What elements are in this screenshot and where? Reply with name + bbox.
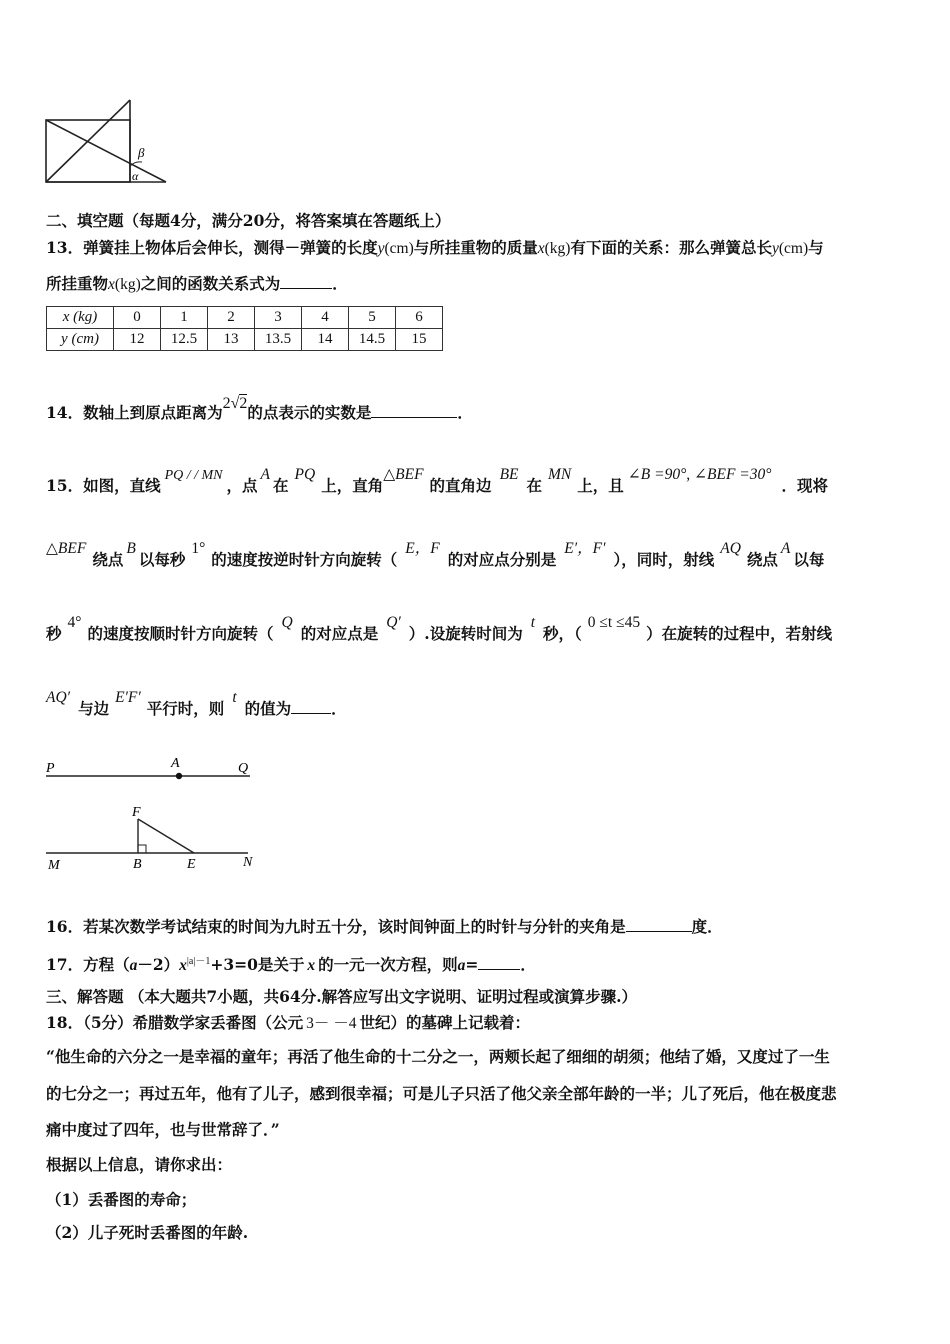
q15-t: ）.设旋转时间为 xyxy=(408,624,523,643)
q14-radicand: 2 xyxy=(239,395,248,412)
table-cell: 4 xyxy=(302,307,349,329)
q17-exponent: |a|－1 xyxy=(186,956,211,967)
angle-arc-beta xyxy=(130,162,142,166)
q18-paragraph-1: “他生命的六分之一是幸福的童年；再活了他生命的十二分之一，两颊长起了细细的胡须；他结了婚，又度过了一生 xyxy=(46,1047,830,1066)
q15-t: ）在旋转的过程中，若射线 xyxy=(646,624,833,643)
q17-t: = xyxy=(465,955,479,975)
q17-x-var: x xyxy=(179,957,187,975)
q15-line-2 xyxy=(46,540,825,572)
q15-m: PQ / / MN xyxy=(164,468,223,483)
q13-y-var: y xyxy=(377,240,385,257)
q14-answer-blank[interactable] xyxy=(371,402,457,418)
q13-cm-unit: (cm) xyxy=(384,240,414,257)
q15-t: ，点 xyxy=(226,476,258,495)
q18-century: 3－ －4 xyxy=(306,1015,357,1032)
q13-kg-unit-2: (kg) xyxy=(114,276,141,293)
q14-end: ． xyxy=(457,403,473,422)
q15-m: A xyxy=(260,466,271,483)
q18-sub-2: （2）儿子死时丢番图的年龄. xyxy=(46,1223,249,1242)
q15-t: 以每 xyxy=(793,550,825,569)
q16-line xyxy=(46,916,723,938)
q17-t: 的一元一次方程，则 xyxy=(318,955,458,975)
geometry-figure-angles xyxy=(40,96,175,188)
q15-m: 1° xyxy=(191,540,206,557)
q18-paragraph-2: 的七分之一；再过五年，他有了儿子，感到很幸福；可是儿子只活了他父亲全部年龄的一半；儿了死后，他在极度悲 xyxy=(46,1084,837,1103)
q15-t: 平行时，则 xyxy=(146,699,225,718)
q17-x-var-2: x xyxy=(307,957,316,975)
q15-line-4 xyxy=(46,689,347,721)
q15-answer-blank[interactable] xyxy=(291,698,331,714)
q16-text: 16．若某次数学考试结束的时间为九时五十分，该时间钟面上的时针与分针的夹角是 xyxy=(46,917,626,936)
label-b: B xyxy=(133,857,142,872)
table-cell: 14.5 xyxy=(349,329,396,351)
q13-cm-unit-2: (cm) xyxy=(778,240,809,257)
q14-coef: 2 xyxy=(222,395,231,412)
q15-m: E，F xyxy=(405,540,440,557)
q17-a-var: a xyxy=(129,957,138,975)
label-q: Q xyxy=(238,761,249,776)
q15-m: Q′ xyxy=(386,614,401,631)
q13-text-e: 所挂重物 xyxy=(46,274,109,293)
label-n: N xyxy=(243,855,253,870)
table-cell: 13 xyxy=(208,329,255,351)
q13-text-b: 与所挂重物的质量 xyxy=(413,238,538,257)
q15-t: ．现将 xyxy=(781,476,828,495)
table-header-y: y (cm) xyxy=(47,329,114,351)
q15-m: PQ xyxy=(294,466,316,483)
table-cell: 6 xyxy=(396,307,443,329)
table-cell: 12 xyxy=(114,329,161,351)
table-cell: 2 xyxy=(208,307,255,329)
diagonal-line-2 xyxy=(46,100,130,182)
q17-t: －2） xyxy=(137,955,180,975)
q15-t: ），同时，射线 xyxy=(613,550,715,569)
q15-t: 绕点 xyxy=(746,550,778,569)
table-cell: 14 xyxy=(302,329,349,351)
label-e: E xyxy=(187,857,196,872)
q15-m: t xyxy=(530,614,536,631)
q15-t: 的值为 xyxy=(244,699,292,718)
q15-m: △BEF xyxy=(46,540,87,557)
q13-text-f: 之间的函数关系式为 xyxy=(140,274,281,293)
q18-line-1 xyxy=(46,1012,530,1035)
q17-end: ． xyxy=(520,955,536,975)
q13-text-c: 有下面的关系：那么弹簧总长 xyxy=(570,238,772,257)
q15-m: t xyxy=(232,689,237,706)
table-cell: 15 xyxy=(396,329,443,351)
q13-text-a: 13．弹簧挂上物体后会伸长，测得－弹簧的长度 xyxy=(46,238,378,257)
q16-answer-blank[interactable] xyxy=(626,916,692,932)
q18-sub-1: （1）丢番图的寿命； xyxy=(46,1190,197,1209)
q15-t: 秒，（ xyxy=(543,624,582,643)
table-row-x xyxy=(47,307,443,329)
q15-t: 与边 xyxy=(78,699,110,718)
q17-t: +3=0是关于 xyxy=(210,955,305,975)
q18-t: 世纪）的墓碑上记载着： xyxy=(359,1013,531,1032)
label-m: M xyxy=(48,858,60,873)
q15-m: 0 ≤t ≤45 xyxy=(587,614,641,631)
q15-end: ． xyxy=(331,699,347,718)
table-cell: 0 xyxy=(114,307,161,329)
q14-radical xyxy=(223,395,248,412)
q15-m: BE xyxy=(499,466,519,483)
q15-m: △BEF xyxy=(383,466,424,483)
q14-text-a: 14．数轴上到原点距离为 xyxy=(46,403,223,422)
q13-line-2 xyxy=(46,273,348,296)
q15-figure xyxy=(42,752,272,880)
q15-m: E′，F′ xyxy=(564,540,606,557)
q15-t: 的速度按逆时针方向旋转（ xyxy=(211,550,398,569)
diagonal-line-1 xyxy=(46,120,166,182)
q15-t: 秒 xyxy=(46,624,62,643)
q17-a-var-2: a xyxy=(457,957,466,975)
label-f: F xyxy=(132,805,141,820)
q13-data-table xyxy=(46,306,443,351)
q15-t: 在 xyxy=(273,476,289,495)
q15-t: 以每秒 xyxy=(138,550,186,569)
q17-t: 17．方程（ xyxy=(46,955,130,975)
q15-m: ∠B =90°, ∠BEF =30° xyxy=(627,466,772,483)
q15-m: MN xyxy=(548,466,572,483)
table-cell: 5 xyxy=(349,307,396,329)
label-p: P xyxy=(46,761,55,776)
q15-m: B xyxy=(126,540,136,557)
q16-end: 度． xyxy=(691,917,723,936)
q13-answer-blank[interactable] xyxy=(280,273,332,289)
q15-t: 的对应点是 xyxy=(300,624,379,643)
q17-answer-blank[interactable] xyxy=(478,954,520,970)
q15-line-1 xyxy=(46,466,828,499)
sqrt-icon: √ xyxy=(230,395,240,412)
point-a xyxy=(176,773,182,779)
q15-m: AQ xyxy=(720,540,741,557)
table-cell: 1 xyxy=(161,307,208,329)
q15-t: 绕点 xyxy=(92,550,124,569)
q14-text-b: 的点表示的实数是 xyxy=(247,403,372,422)
q15-t: 的对应点分别是 xyxy=(447,550,557,569)
label-beta: β xyxy=(138,145,145,160)
table-header-x: x (kg) xyxy=(47,307,114,329)
q15-t: 15．如图，直线 xyxy=(46,476,161,495)
table-cell: 3 xyxy=(255,307,302,329)
q15-t: 上，直角 xyxy=(321,476,384,495)
q17-line xyxy=(46,951,536,977)
q15-t: 的直角边 xyxy=(429,476,492,495)
label-alpha: α xyxy=(132,169,139,183)
q13-kg-unit: (kg) xyxy=(544,240,571,257)
table-cell: 12.5 xyxy=(161,329,208,351)
q15-m: E′F′ xyxy=(115,689,141,706)
q15-t: 在 xyxy=(526,476,543,495)
q18-intro: 根据以上信息，请你求出： xyxy=(46,1155,233,1174)
q13-text-d: 与 xyxy=(808,238,824,257)
q13-end: ． xyxy=(332,274,348,293)
rectangle-shape xyxy=(46,120,130,182)
right-angle-mark xyxy=(138,845,146,853)
q15-m: 4° xyxy=(67,614,82,631)
q15-m: A xyxy=(780,540,791,557)
q15-m: Q xyxy=(281,614,293,631)
q18-paragraph-3: 痛中度过了四年，也与世常辞了．” xyxy=(46,1120,280,1139)
label-a: A xyxy=(171,756,180,771)
section-3-title: 三、解答题 （本大题共7小题，共64分.解答应写出文字说明、证明过程或演算步骤.） xyxy=(46,987,638,1006)
q13-x-var-2: x xyxy=(108,276,115,293)
q14-line xyxy=(46,395,473,425)
q15-t: 的速度按顺时针方向旋转（ xyxy=(87,624,274,643)
q15-m: AQ′ xyxy=(46,689,71,706)
table-cell: 13.5 xyxy=(255,329,302,351)
q15-t: 上，且 xyxy=(577,476,624,495)
q15-line-3 xyxy=(46,614,833,646)
table-row-y xyxy=(47,329,443,351)
q13-y-var-2: y xyxy=(771,240,779,257)
q13-line-1 xyxy=(46,237,824,260)
q18-t: 18．（5分）希腊数学家丢番图（公元 xyxy=(46,1013,304,1032)
q13-x-var: x xyxy=(537,240,545,257)
section-2-title: 二、填空题（每题4分，满分20分，将答案填在答题纸上） xyxy=(46,211,451,230)
